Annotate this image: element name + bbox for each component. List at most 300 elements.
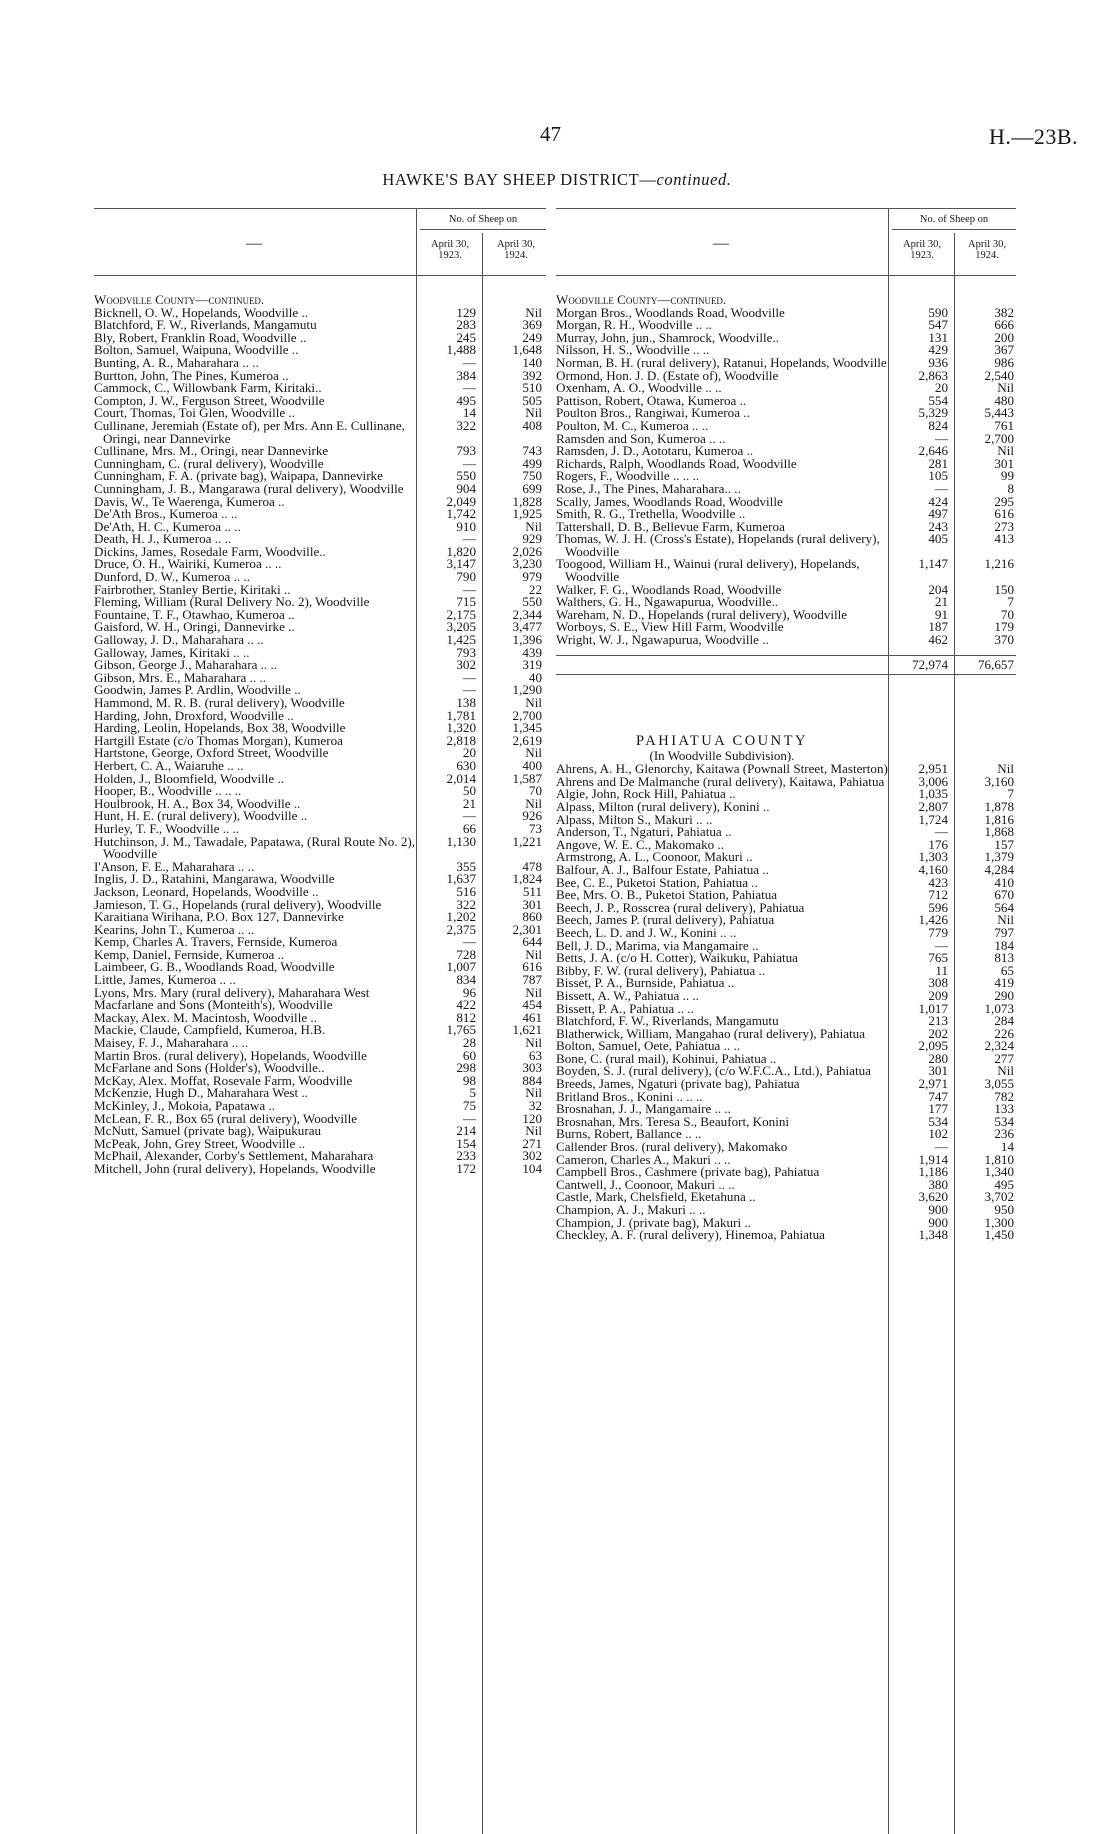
- sheep-1923: 129: [456, 304, 476, 320]
- sheep-1924: 761: [994, 417, 1014, 433]
- sheep-1924: 32: [528, 1098, 542, 1113]
- owner-name: Brosnahan, J. J., Mangamaire .. ..: [556, 1101, 731, 1117]
- sheep-1924: 3,055: [984, 1076, 1014, 1092]
- sheep-1923: 2,818: [446, 732, 476, 748]
- sheep-1923: 812: [456, 1009, 476, 1025]
- owner-name: Dickins, James, Rosedale Farm, Woodville..: [94, 543, 326, 559]
- sheep-1924: 3,160: [984, 773, 1014, 789]
- owner-name: Kearins, John T., Kumeroa .. ..: [94, 921, 255, 937]
- sheep-1924: 3,230: [512, 556, 542, 572]
- sheep-1924: 1,340: [984, 1164, 1014, 1180]
- owner-name: Boyden, S. J. (rural delivery), (c/o W.F.C.A., Ltd.), Pahiatua: [556, 1063, 871, 1079]
- owner-name: Gibson, George J., Maharahara .. ..: [94, 657, 278, 673]
- sheep-1923: 3,205: [446, 619, 476, 635]
- owner-name: Burns, Robert, Ballance .. ..: [556, 1126, 702, 1142]
- sheep-1924: 1,221: [512, 833, 542, 849]
- sheep-1924: 1,868: [984, 824, 1014, 840]
- sheep-1924: 1,587: [512, 770, 542, 786]
- sheep-1923: 5: [469, 1085, 476, 1101]
- sheep-1924: 1,824: [512, 871, 542, 887]
- right-table-body: [556, 276, 1016, 1242]
- owner-name: Kemp, Daniel, Fernside, Kumeroa ..: [94, 946, 285, 962]
- owner-name: Hartgill Estate (c/o Thomas Morgan), Kumeroa: [94, 732, 343, 748]
- owner-name: Campbell Bros., Cashmere (private bag), Pahiatua: [556, 1164, 820, 1180]
- sheep-1923: 138: [456, 695, 476, 710]
- title-continued: continued.: [656, 170, 732, 189]
- sheep-1924: 1,925: [512, 506, 542, 522]
- sheep-1923: 1,202: [446, 909, 476, 925]
- owner-name: Galloway, James, Kiritaki .. ..: [94, 644, 250, 660]
- owner-name: Brosnahan, Mrs. Teresa S., Beaufort, Konini: [556, 1113, 790, 1129]
- sheep-1923: 28: [462, 1035, 476, 1051]
- sheep-1924: 2,619: [512, 732, 542, 748]
- left-name-header: —: [246, 235, 262, 252]
- sheep-1923: 322: [456, 896, 476, 912]
- sheep-1924: 2,026: [512, 543, 542, 559]
- sheep-1924: 22: [528, 581, 542, 597]
- owner-name: Cullinane, Jeremiah (Estate of), per Mrs. Ann E. Cullinane, Oringi, near Dannevirke: [94, 417, 405, 446]
- sheep-1923: 495: [456, 392, 476, 408]
- sheep-1923: 302: [456, 657, 476, 673]
- sheep-1923: 1,488: [446, 342, 476, 358]
- sheep-1923: 2,951: [918, 761, 948, 777]
- sheep-1923: 2,375: [446, 921, 476, 937]
- sheep-1923: 172: [456, 1160, 476, 1176]
- owner-name: Cameron, Charles A., Makuri .. ..: [556, 1151, 731, 1167]
- sheep-1924: 7: [1007, 594, 1014, 610]
- owner-name: Jamieson, T. G., Hopelands (rural delivery), Woodville: [94, 896, 382, 912]
- sheep-1924: 3,477: [512, 619, 542, 635]
- owner-name: Ramsden, J. D., Aototaru, Kumeroa ..: [556, 443, 754, 459]
- owner-name: Hooper, B., Woodville .. .. ..: [94, 783, 242, 799]
- sheep-1924: 290: [994, 987, 1014, 1003]
- owner-name: Nilsson, H. S., Woodville .. ..: [556, 342, 710, 358]
- owner-name: Norman, B. H. (rural delivery), Ratanui, Hopelands, Woodville: [556, 354, 887, 370]
- owner-name: Ramsden and Son, Kumeroa .. ..: [556, 430, 726, 446]
- sheep-1923: 380: [928, 1176, 948, 1192]
- sheep-1924: 782: [994, 1088, 1014, 1104]
- sheep-1924: 750: [522, 468, 542, 484]
- sheep-1924: Nil: [525, 1035, 542, 1051]
- sheep-1924: 499: [522, 455, 542, 471]
- owner-name: Court, Thomas, Toi Glen, Woodville ..: [94, 405, 295, 421]
- sheep-1923: 131: [928, 329, 948, 345]
- table-row: [556, 533, 1016, 558]
- sheep-1924: 743: [522, 443, 542, 459]
- sheep-1923: 202: [928, 1025, 948, 1041]
- owner-name: Worboys, S. E., View Hill Farm, Woodville: [556, 619, 784, 635]
- county-subheading: (In Woodville Subdivision).: [649, 748, 795, 764]
- sheep-1923: 105: [928, 468, 948, 484]
- sheep-1924: 65: [1000, 962, 1014, 978]
- sheep-1923: 177: [928, 1101, 948, 1117]
- sheep-1924: Nil: [525, 405, 542, 421]
- sheep-1924: 510: [522, 380, 542, 396]
- sheep-1924: 392: [522, 367, 542, 383]
- sheep-1923: 1,426: [918, 912, 948, 928]
- sheep-1923: 422: [456, 997, 476, 1013]
- owner-name: Rogers, F., Woodville .. .. ..: [556, 468, 700, 484]
- sheep-1924: 295: [994, 493, 1014, 509]
- county-heading: PAHIATUA COUNTY: [636, 733, 808, 750]
- sheep-1924: 1,828: [512, 493, 542, 509]
- sheep-1924: 1,621: [512, 1022, 542, 1038]
- sheep-1923: 355: [456, 858, 476, 874]
- sheep-1923: 75: [462, 1098, 476, 1113]
- sheep-1924: 413: [994, 531, 1014, 547]
- sheep-1924: 699: [522, 480, 542, 496]
- owner-name: Smith, R. G., Trethella, Woodville ..: [556, 506, 746, 522]
- sheep-1924: 302: [522, 1148, 542, 1164]
- sheep-1923: —: [462, 380, 476, 396]
- sheep-1923: 3,147: [446, 556, 476, 572]
- page-title: [0, 170, 1114, 190]
- sheep-1924: 179: [994, 619, 1014, 635]
- sheep-1923: 214: [456, 1123, 476, 1139]
- sheep-1924: Nil: [997, 380, 1014, 396]
- sheep-1924: 461: [522, 1009, 542, 1025]
- sheep-1924: 301: [522, 896, 542, 912]
- owner-name: Macfarlane and Sons (Monteith's), Woodville: [94, 997, 333, 1013]
- sheep-1924: 4,284: [984, 861, 1014, 877]
- owner-name: Richards, Ralph, Woodlands Road, Woodville: [556, 455, 797, 471]
- right-year-1923: April 30, 1923.: [903, 239, 941, 261]
- owner-name: Morgan Bros., Woodlands Road, Woodville: [556, 304, 785, 320]
- sheep-1923: 405: [928, 531, 948, 547]
- owner-name: Beech, James P. (rural delivery), Pahiatua: [556, 912, 775, 928]
- owner-name: McKenzie, Hugh D., Maharahara West ..: [94, 1085, 308, 1101]
- owner-name: Castle, Mark, Chelsfield, Eketahuna ..: [556, 1189, 756, 1205]
- sheep-1923: —: [462, 531, 476, 547]
- sheep-1923: 462: [928, 632, 948, 648]
- sheep-1923: 2,863: [918, 367, 948, 383]
- left-header-divider: [416, 209, 417, 275]
- owner-name: De'Ath Bros., Kumeroa .. ..: [94, 506, 238, 522]
- owner-name: Alpass, Milton (rural delivery), Konini ..: [556, 799, 770, 814]
- owner-name: Compton, J. W., Ferguson Street, Woodville: [94, 392, 325, 408]
- sheep-1924: Nil: [997, 761, 1014, 777]
- sheep-1924: 3,702: [984, 1189, 1014, 1205]
- sheep-1924: Nil: [525, 518, 542, 534]
- sheep-1924: 273: [994, 518, 1014, 534]
- sheep-1923: 904: [456, 480, 476, 496]
- sheep-1923: —: [462, 682, 476, 698]
- sheep-1924: 369: [522, 317, 542, 333]
- owner-name: Fleming, William (Rural Delivery No. 2), Woodville: [94, 594, 370, 610]
- owner-name: Ahrens, A. H., Glenorchy, Kaitawa (Pownall Street, Masterton): [556, 761, 888, 777]
- sheep-1924: 63: [528, 1047, 542, 1063]
- sheep-1923: 204: [928, 581, 948, 597]
- sheep-1924: 666: [994, 317, 1014, 333]
- sheep-1923: 424: [928, 493, 948, 509]
- sheep-1924: 884: [522, 1072, 542, 1088]
- right-year-1924: April 30, 1924.: [968, 239, 1006, 261]
- owner-name: Bell, J. D., Marima, via Mangamaire ..: [556, 937, 759, 953]
- sheep-1924: Nil: [525, 304, 542, 320]
- owner-name: Oxenham, A. O., Woodville .. ..: [556, 380, 722, 396]
- owner-name: Algie, John, Rock Hill, Pahiatua ..: [556, 786, 736, 802]
- owner-name: Cammock, C., Willowbank Farm, Kiritaki..: [94, 380, 322, 396]
- sheep-1924: 550: [522, 594, 542, 610]
- owner-name: Bibby, F. W. (rural delivery), Pahiatua ..: [556, 962, 766, 978]
- owner-name: Wright, W. J., Ngawapurua, Woodville ..: [556, 632, 769, 648]
- sheep-1924: 505: [522, 392, 542, 408]
- sheep-1923: 245: [456, 329, 476, 345]
- table-row: [94, 833, 546, 862]
- owner-name: Blatchford, F. W., Riverlands, Mangamutu: [556, 1013, 779, 1029]
- owner-name: Cunningham, J. B., Mangarawa (rural delivery), Woodville: [94, 480, 404, 496]
- owner-name: Hunt, H. E. (rural delivery), Woodville ..: [94, 808, 308, 824]
- sheep-1923: 280: [928, 1050, 948, 1066]
- sheep-1924: 2,344: [512, 606, 542, 622]
- owner-name: Druce, O. H., Wairiki, Kumeroa .. ..: [94, 556, 282, 572]
- sheep-1924: 1,300: [984, 1214, 1014, 1230]
- sheep-1924: Nil: [525, 695, 542, 710]
- sheep-1923: 213: [928, 1013, 948, 1029]
- owner-name: Poulton, M. C., Kumeroa .. ..: [556, 417, 709, 433]
- owner-name: McNutt, Samuel (private bag), Waipukurau: [94, 1123, 322, 1139]
- sheep-1923: 1,820: [446, 543, 476, 559]
- owner-name: Little, James, Kumeroa .. ..: [94, 972, 236, 988]
- owner-name: Toogood, William H., Wainui (rural delivery), Hopelands, Woodville: [556, 556, 860, 585]
- sheep-1924: 120: [522, 1110, 542, 1126]
- sheep-1923: 20: [462, 745, 476, 761]
- sheep-1923: 50: [462, 783, 476, 799]
- right-header-divider: [888, 209, 889, 275]
- sheep-1923: 590: [928, 304, 948, 320]
- sheep-1923: 1,637: [446, 871, 476, 887]
- sheep-1923: 1,147: [918, 556, 948, 572]
- sheep-1923: —: [462, 455, 476, 471]
- owner-name: Britland Bros., Konini .. .. ..: [556, 1088, 703, 1104]
- sheep-1924: 986: [994, 354, 1014, 370]
- sheep-1923: 900: [928, 1214, 948, 1230]
- owner-name: Anderson, T., Ngaturi, Pahiatua ..: [556, 824, 732, 840]
- sheep-1923: 20: [934, 380, 948, 396]
- owner-name: Pattison, Robert, Otawa, Kumeroa ..: [556, 392, 747, 408]
- owner-name: Bee, Mrs. O. B., Puketoi Station, Pahiatua: [556, 887, 778, 903]
- sheep-1923: 96: [462, 984, 476, 1000]
- owner-name: Dunford, D. W., Kumeroa .. ..: [94, 569, 251, 585]
- owner-name: Hammond, M. R. B. (rural delivery), Woodville: [94, 695, 345, 710]
- sheep-1924: 2,700: [984, 430, 1014, 446]
- owner-name: Angove, W. E. C., Makomako ..: [556, 836, 725, 852]
- sheep-1923: 1,017: [918, 1000, 948, 1016]
- sheep-1924: 271: [522, 1135, 542, 1151]
- sheep-1924: 319: [522, 657, 542, 673]
- sheep-1923: 1,186: [918, 1164, 948, 1180]
- sheep-1923: 11: [935, 962, 948, 978]
- sheep-1923: 102: [928, 1126, 948, 1142]
- sheep-1923: 900: [928, 1202, 948, 1217]
- sheep-1924: 2,540: [984, 367, 1014, 383]
- sheep-1924: 480: [994, 392, 1014, 408]
- section-heading-text: Woodville County—continued.: [556, 292, 727, 307]
- sheep-1924: 929: [522, 531, 542, 547]
- owner-name: Mackay, Alex. M. Macintosh, Woodville ..: [94, 1009, 317, 1025]
- sheep-1923: —: [462, 934, 476, 950]
- sheep-1924: 277: [994, 1050, 1014, 1066]
- sheep-1924: Nil: [997, 912, 1014, 928]
- right-sheep-header: No. of Sheep on: [892, 214, 1016, 230]
- owner-name: Ahrens and De Malmanche (rural delivery), Kaitawa, Pahiatua: [556, 773, 885, 789]
- owner-name: Blatchford, F. W., Riverlands, Mangamutu: [94, 317, 317, 333]
- sheep-1924: 303: [522, 1060, 542, 1076]
- sheep-1924: 1,878: [984, 799, 1014, 814]
- owner-name: Cunningham, C. (rural delivery), Woodville: [94, 455, 324, 471]
- sheep-1924: 7: [1007, 786, 1014, 802]
- sheep-1923: 2,049: [446, 493, 476, 509]
- owner-name: Bissett, A. W., Pahiatua .. ..: [556, 987, 699, 1003]
- sheep-1923: 2,807: [918, 799, 948, 814]
- owner-name: McLean, F. R., Box 65 (rural delivery), Woodville: [94, 1110, 358, 1126]
- sheep-1924: 184: [994, 937, 1014, 953]
- owner-name: Walthers, G. H., Ngawapurua, Woodville..: [556, 594, 779, 610]
- sheep-1923: 308: [928, 975, 948, 991]
- sheep-1923: —: [934, 430, 948, 446]
- sheep-1923: —: [462, 1110, 476, 1126]
- sheep-1923: 21: [462, 795, 476, 811]
- owner-name: Bly, Robert, Franklin Road, Woodville ..: [94, 329, 307, 345]
- owner-name: Cunningham, F. A. (private bag), Waipapa, Dannevirke: [94, 468, 383, 484]
- owner-name: Galloway, J. D., Maharahara .. ..: [94, 632, 264, 648]
- owner-name: Martin Bros. (rural delivery), Hopelands, Woodville: [94, 1047, 367, 1063]
- owner-name: Bolton, Samuel, Oete, Pahiatua .. ..: [556, 1038, 741, 1054]
- sheep-1923: 793: [456, 443, 476, 459]
- sheep-1924: 382: [994, 304, 1014, 320]
- owner-name: Thomas, W. J. H. (Cross's Estate), Hopelands (rural delivery), Woodville: [556, 531, 880, 559]
- right-year-divider: [954, 233, 955, 275]
- sheep-1923: 423: [928, 874, 948, 890]
- sheep-1924: 813: [994, 950, 1014, 966]
- owner-name: De'Ath, H. C., Kumeroa .. ..: [94, 518, 241, 534]
- sheep-1924: 1,450: [984, 1227, 1014, 1243]
- sheep-1924: 564: [994, 899, 1014, 915]
- owner-name: Bee, C. E., Puketoi Station, Pahiatua ..: [556, 874, 758, 890]
- owner-name: Mackie, Claude, Campfield, Kumeroa, H.B.: [94, 1022, 326, 1038]
- sheep-1924: 1,396: [512, 632, 542, 648]
- sheep-1924: Nil: [525, 1085, 542, 1101]
- owner-name: Goodwin, James P. Ardlin, Woodville ..: [94, 682, 301, 698]
- owner-name: Mitchell, John (rural delivery), Hopelands, Woodville: [94, 1160, 376, 1176]
- sheep-1923: 429: [928, 342, 948, 358]
- left-year-divider: [482, 233, 483, 275]
- sheep-1924: 1,816: [984, 811, 1014, 827]
- sheep-1923: 91: [934, 606, 948, 622]
- sheep-1924: 367: [994, 342, 1014, 358]
- sheep-1924: 400: [522, 757, 542, 773]
- owner-name: Champion, J. (private bag), Makuri ..: [556, 1214, 751, 1230]
- sheep-1923: —: [462, 581, 476, 597]
- sheep-1923: 1,765: [446, 1022, 476, 1038]
- owner-name: Houlbrook, H. A., Box 34, Woodville ..: [94, 795, 301, 811]
- owner-name: Karaitiana Wirihana, P.O. Box 127, Dannevirke: [94, 909, 344, 925]
- sheep-1924: 1,216: [984, 556, 1014, 572]
- left-divider-1: [416, 276, 417, 1834]
- right-table-header: [556, 208, 1016, 276]
- owner-name: Breeds, James, Ngaturi (private bag), Pahiatua: [556, 1076, 800, 1092]
- owner-name: Gibson, Mrs. E., Maharahara .. ..: [94, 669, 266, 685]
- sheep-1924: Nil: [525, 984, 542, 1000]
- sheep-1923: 765: [928, 950, 948, 966]
- owner-name: Kemp, Charles A. Travers, Fernside, Kumeroa: [94, 934, 338, 950]
- owner-name: Bisset, P. A., Burnside, Pahiatua ..: [556, 975, 735, 991]
- sheep-1923: 715: [456, 594, 476, 610]
- sheep-1924: 454: [522, 997, 542, 1013]
- sheep-1924: 644: [522, 934, 542, 950]
- sheep-1923: 554: [928, 392, 948, 408]
- sheep-1924: 478: [522, 858, 542, 874]
- sheep-1924: 979: [522, 569, 542, 585]
- sheep-1924: 408: [522, 417, 542, 433]
- table-row: [556, 634, 1016, 647]
- sheep-1923: 824: [928, 417, 948, 433]
- owner-name: Inglis, J. D., Ratahini, Mangarawa, Woodville: [94, 871, 335, 887]
- owner-name: Beech, L. D. and J. W., Konini .. ..: [556, 924, 737, 940]
- sheep-1923: 5,329: [918, 405, 948, 421]
- owner-name: Fountaine, T. F., Otawhao, Kumeroa ..: [94, 606, 295, 622]
- owner-name: Hurley, T. F., Woodville .. ..: [94, 820, 240, 836]
- sheep-1924: 419: [994, 975, 1014, 991]
- owner-name: Champion, A. J., Makuri .. ..: [556, 1202, 706, 1217]
- sheep-1924: 133: [994, 1101, 1014, 1117]
- sheep-1923: 322: [456, 417, 476, 433]
- owner-name: Bone, C. (rural mail), Kohinui, Pahiatua ..: [556, 1050, 777, 1066]
- sheep-1924: 157: [994, 836, 1014, 852]
- sheep-1923: 187: [928, 619, 948, 635]
- document-reference: H.—23B.: [988, 124, 1078, 149]
- sheep-1924: 284: [994, 1013, 1014, 1029]
- sheep-1923: 1,724: [918, 811, 948, 827]
- sheep-1924: 5,443: [984, 405, 1014, 421]
- sheep-1923: 4,160: [918, 861, 948, 877]
- sheep-1924: Nil: [525, 946, 542, 962]
- sheep-1923: 14: [462, 405, 476, 421]
- owner-name: Morgan, R. H., Woodville .. ..: [556, 317, 712, 333]
- total-1923: 72,974: [911, 656, 948, 672]
- sheep-1924: Nil: [525, 795, 542, 811]
- owner-name: Cantwell, J., Coonoor, Makuri .. ..: [556, 1176, 735, 1192]
- sheep-1923: —: [934, 937, 948, 953]
- sheep-1924: 99: [1000, 468, 1014, 484]
- sheep-1923: —: [934, 824, 948, 840]
- sheep-1923: 1,303: [918, 849, 948, 865]
- sheep-1923: 243: [928, 518, 948, 534]
- sheep-1924: 495: [994, 1176, 1014, 1192]
- owner-name: Beech, J. P., Rosscrea (rural delivery), Pahiatua: [556, 899, 805, 915]
- sheep-1924: 670: [994, 887, 1014, 903]
- sheep-1924: 2,301: [512, 921, 542, 937]
- left-column: [94, 208, 546, 1176]
- owner-name: Herbert, C. A., Waiaruhe .. ..: [94, 757, 244, 773]
- sheep-1924: 797: [994, 924, 1014, 940]
- owner-name: Bunting, A. R., Maharahara .. ..: [94, 354, 259, 370]
- sheep-1924: Nil: [997, 443, 1014, 459]
- sheep-1923: 1,914: [918, 1151, 948, 1167]
- owner-name: Blatherwick, William, Mangahao (rural delivery), Pahiatua: [556, 1025, 866, 1041]
- owner-name: Fairbrother, Stanley Bertie, Kiritaki ..: [94, 581, 291, 597]
- sheep-1924: 860: [522, 909, 542, 925]
- sheep-1924: 787: [522, 972, 542, 988]
- sheep-1923: 790: [456, 569, 476, 585]
- sheep-1923: 66: [462, 820, 476, 836]
- owner-name: Hartstone, George, Oxford Street, Woodville: [94, 745, 329, 761]
- owner-name: Alpass, Milton S., Makuri .. ..: [556, 811, 713, 827]
- sheep-1924: 1,290: [512, 682, 542, 698]
- sheep-1923: 176: [928, 836, 948, 852]
- sheep-1923: 21: [934, 594, 948, 610]
- sheep-1924: 439: [522, 644, 542, 660]
